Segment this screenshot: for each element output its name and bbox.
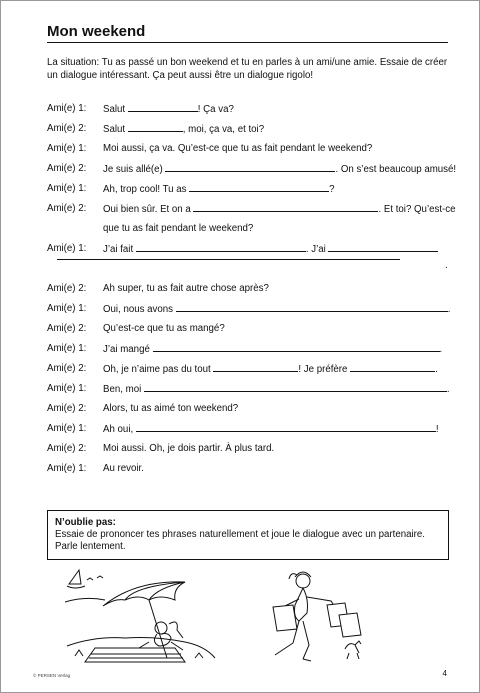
blank-line-full[interactable] xyxy=(57,259,400,260)
blank-line[interactable] xyxy=(189,182,329,192)
dialogue-text: , moi, ça va, et toi? xyxy=(182,124,265,135)
reminder-text: Essaie de prononcer tes phrases naturellement et joue le dialogue avec un partenaire. Parle lentement. xyxy=(55,529,425,552)
speaker-label: Ami(e) 2: xyxy=(47,283,87,294)
speaker-label: Ami(e) 2: xyxy=(47,163,87,174)
blank-line[interactable] xyxy=(176,302,448,312)
speaker-label: Ami(e) 1: xyxy=(47,383,87,394)
speaker-label: Ami(e) 2: xyxy=(47,123,87,134)
dialogue-text: ! xyxy=(435,424,439,435)
speaker-label: Ami(e) 1: xyxy=(47,343,87,354)
dialogue-text: ! Je préfère xyxy=(298,364,351,375)
dialogue-text: Salut xyxy=(103,124,128,135)
page-number: 4 xyxy=(442,669,447,678)
blank-line[interactable] xyxy=(350,362,435,372)
speaker-label: Ami(e) 1: xyxy=(47,183,87,194)
dialogue-text: Oui, nous avons xyxy=(103,304,176,315)
dialogue-text: ? xyxy=(329,184,335,195)
dialogue-text: . xyxy=(439,344,443,355)
speaker-label: Ami(e) 2: xyxy=(47,403,87,414)
dialogue-text: Oh, je n’aime pas du tout xyxy=(103,364,214,375)
speaker-label: Ami(e) 1: xyxy=(47,423,87,434)
dialogue-text: Qu’est-ce que tu as mangé? xyxy=(103,323,225,334)
blank-line[interactable] xyxy=(165,162,335,172)
shopping-girl-illustration xyxy=(269,569,389,665)
blank-line[interactable] xyxy=(153,342,440,352)
dialogue-text: . J’ai xyxy=(305,244,329,255)
dialogue-text: ! Ça va? xyxy=(197,104,234,115)
blank-line[interactable] xyxy=(193,202,378,212)
speaker-label: Ami(e) 1: xyxy=(47,463,87,474)
reminder-box xyxy=(47,510,449,560)
speaker-label: Ami(e) 2: xyxy=(47,203,87,214)
dialogue-text: . xyxy=(435,364,438,375)
dialogue-text: . Et toi? Qu’est-ce xyxy=(378,204,456,215)
dialogue-text: Moi aussi. Oh, je dois partir. À plus tard. xyxy=(103,443,275,454)
speaker-label: Ami(e) 2: xyxy=(47,363,87,374)
dialogue-text: . xyxy=(445,260,448,271)
situation-text: La situation: Tu as passé un bon weekend et tu en parles à un ami/une amie. Essaie de créer un dialogue intéressant. Ça peut aussi être un dialogue rigolo! xyxy=(47,57,448,81)
dialogue-end-punct xyxy=(445,259,448,272)
dialogue-text: que tu as fait pendant le weekend? xyxy=(103,223,254,234)
copyright-footer: © PERSEN Verlag xyxy=(33,673,71,678)
dialogue-text: Alors, tu as aimé ton weekend? xyxy=(103,403,239,414)
blank-line[interactable] xyxy=(136,242,306,252)
dialogue-text: J’ai mangé xyxy=(103,344,153,355)
dialogue-text: Ben, moi xyxy=(103,384,144,395)
dialogue-text: . xyxy=(446,384,450,395)
blank-line[interactable] xyxy=(128,102,198,112)
title-rule xyxy=(47,42,448,43)
speaker-label: Ami(e) 1: xyxy=(47,103,87,114)
reminder-title: N’oublie pas: xyxy=(55,517,116,528)
beach-illustration xyxy=(65,566,225,664)
speaker-label: Ami(e) 2: xyxy=(47,443,87,454)
page-title: Mon weekend xyxy=(47,23,146,40)
blank-line[interactable] xyxy=(328,242,438,252)
dialogue-text: Je suis allé(e) xyxy=(103,164,166,175)
speaker-label: Ami(e) 1: xyxy=(47,143,87,154)
dialogue-text: Ah oui, xyxy=(103,424,136,435)
blank-line[interactable] xyxy=(213,362,298,372)
dialogue-text: Ah super, tu as fait autre chose après? xyxy=(103,283,269,294)
blank-line[interactable] xyxy=(144,382,447,392)
speaker-label: Ami(e) 1: xyxy=(47,243,87,254)
speaker-label: Ami(e) 2: xyxy=(47,323,87,334)
dialogue-text: . On s’est beaucoup amusé! xyxy=(335,164,457,175)
blank-line[interactable] xyxy=(136,422,436,432)
dialogue-text: Ah, trop cool! Tu as xyxy=(103,184,190,195)
dialogue-text: Salut xyxy=(103,104,128,115)
blank-line[interactable] xyxy=(128,122,183,132)
dialogue-text: J’ai fait xyxy=(103,244,136,255)
speaker-label: Ami(e) 1: xyxy=(47,303,87,314)
dialogue-text: . xyxy=(447,304,451,315)
dialogue-text: Moi aussi, ça va. Qu’est-ce que tu as fait pendant le weekend? xyxy=(103,143,373,154)
dialogue-text: Oui bien sûr. Et on a xyxy=(103,204,194,215)
dialogue-text: Au revoir. xyxy=(103,463,144,474)
